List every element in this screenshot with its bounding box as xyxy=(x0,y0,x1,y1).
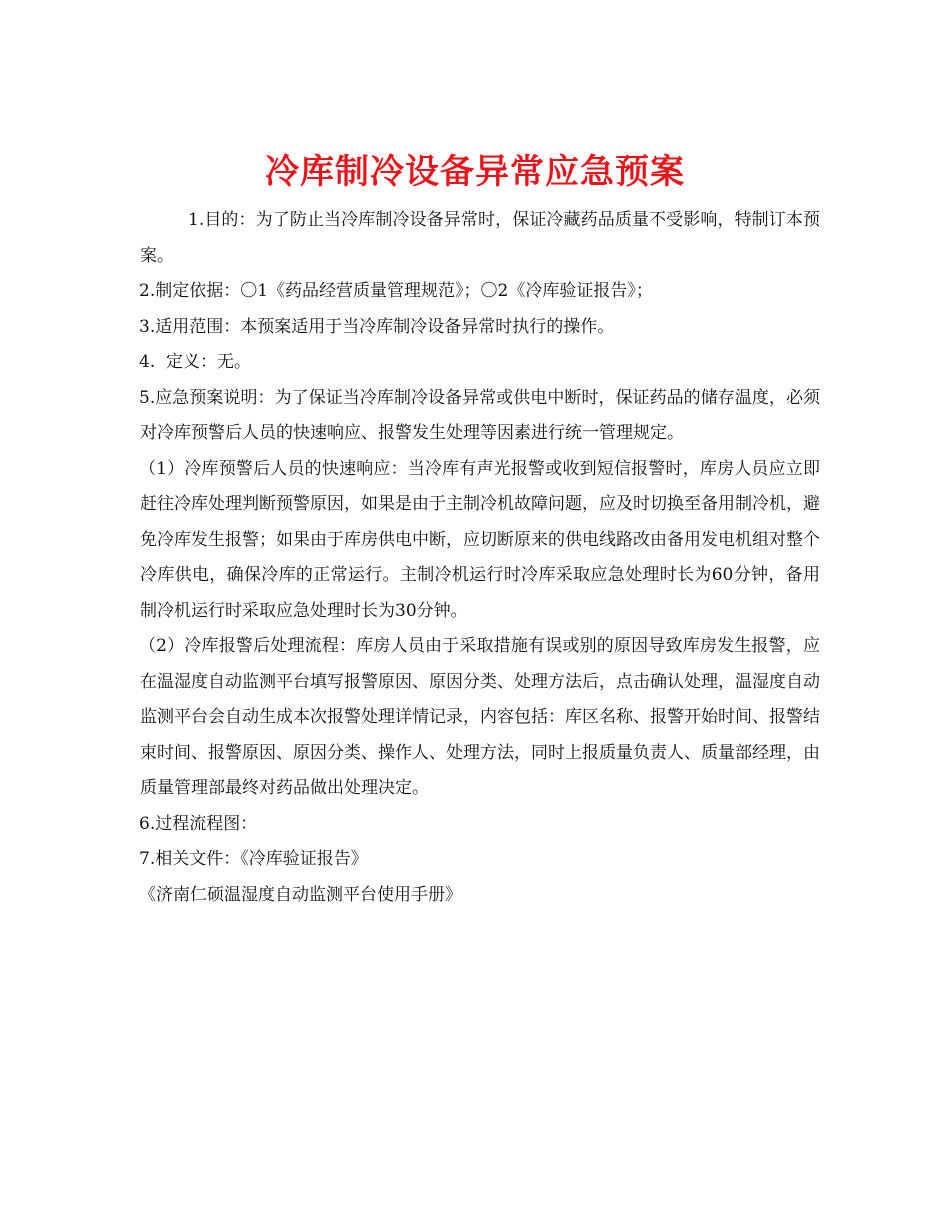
paragraph-scope: 3.适用范围：本预案适用于当冷库制冷设备异常时执行的操作。 xyxy=(139,316,615,337)
paragraph-alarm-process: （2）冷库报警后处理流程：库房人员由于采取措施有误或别的原因导致库房发生报警，应在温湿度自动监测平台填写报警原因、原因分类、处理方法后，点击确认处理，温湿度自动监测平台会自动生成本次报警处理详情记录，内容包括：库区名称、报警开始时间、报警结束时间、报警原因、原因分类、操作人、处理方法，同时上报质量负责人、质量部经理，由质量管理部最终对药品做出处理决定。 xyxy=(139,636,820,798)
paragraph-definition: 4. 定义：无。 xyxy=(139,352,252,372)
document-title: 冷库制冷设备异常应急预案 xyxy=(265,151,685,192)
paragraph-basis: 2.制定依据：〇1《药品经营质量管理规范》；〇2《冷库验证报告》； xyxy=(139,281,653,301)
paragraph-flowchart: 6.过程流程图： xyxy=(139,813,258,834)
paragraph-rapid-response: （1）冷库预警后人员的快速响应：当冷库有声光报警或收到短信报警时，库房人员应立即赶往冷库处理判断预警原因，如果是由于主制冷机故障问题，应及时切换至备用制冷机，避免冷库发生报警；如果由于库房供电中断，应切断原来的供电线路改由备用发电机组对整个冷库供电，确保冷库的正常运行。主制冷机运行时冷库采取应急处理时长为60分钟，备用制冷机运行时采取应急处理时长为30分钟。 xyxy=(139,458,820,621)
paragraph-related-docs: 7.相关文件：《冷库验证报告》 xyxy=(139,849,368,869)
paragraph-plan-description: 5.应急预案说明：为了保证当冷库制冷设备异常或供电中断时，保证药品的储存温度，必须对冷库预警后人员的快速响应、报警发生处理等因素进行统一管理规定。 xyxy=(139,387,820,443)
document-body xyxy=(140,203,820,913)
paragraph-purpose: 1.目的：为了防止当冷库制冷设备异常时，保证冷藏药品质量不受影响，特制订本预案。 xyxy=(140,210,820,266)
paragraph-manual: 《济南仁硕温湿度自动监测平台使用手册》 xyxy=(139,884,462,905)
